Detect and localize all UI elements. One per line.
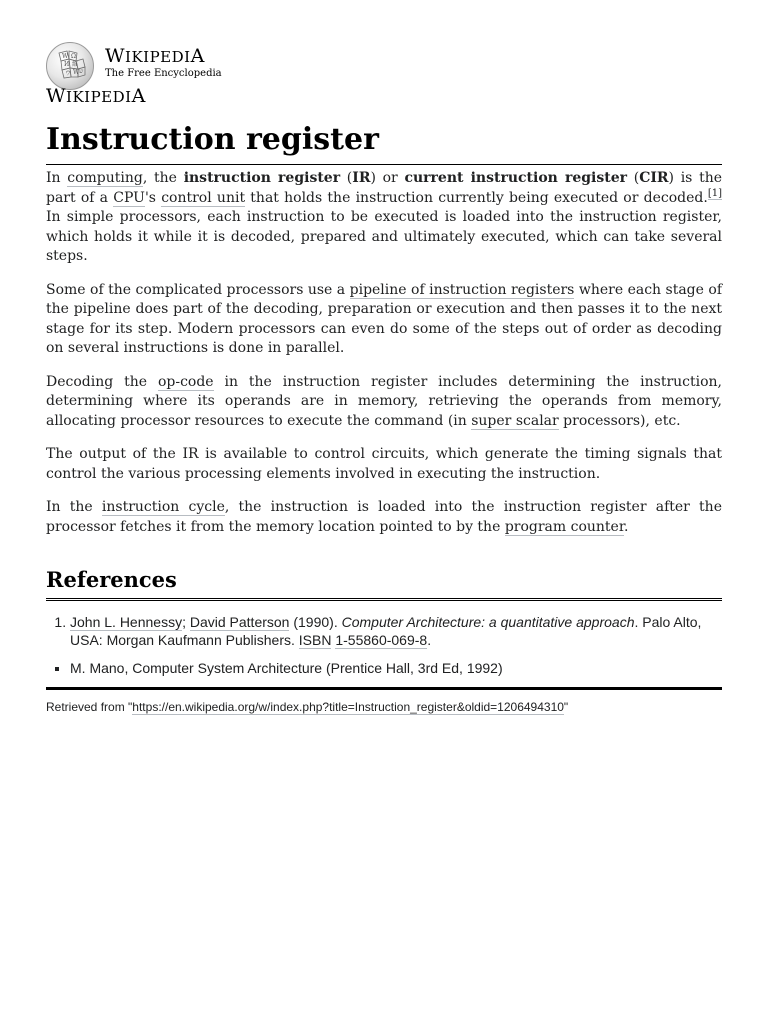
link-program-counter[interactable]: program counter	[504, 518, 624, 535]
text: where each stage of the pipeline does part of the decoding, preparation or execution and then passes it to the next stage for its step. Modern processors can even do some of the steps out of order as decoding on several instructions is done in parallel.	[46, 281, 723, 356]
text: that holds the instruction currently being executed or decoded.	[245, 189, 708, 206]
link-hennessy[interactable]: John L. Hennessy	[70, 614, 183, 630]
wordmark2-middle: IKIPEDI	[66, 88, 132, 106]
reference-item	[70, 613, 722, 649]
svg-text:ש: ש	[79, 68, 84, 75]
svg-text:W: W	[73, 69, 80, 76]
further-reading-list	[46, 659, 722, 677]
wordmark-middle: IKIPEDI	[125, 48, 191, 66]
paragraph-cycle	[46, 498, 722, 537]
bold-ir: IR	[352, 170, 371, 186]
paragraph-pipeline	[46, 281, 722, 359]
link-instruction-cycle[interactable]: instruction cycle	[101, 499, 225, 515]
page-title: Instruction register	[46, 120, 722, 165]
wordmark2-final: A	[131, 85, 146, 107]
text: In the	[46, 499, 102, 515]
link-super-scalar[interactable]: super scalar	[471, 412, 559, 429]
text: (1990).	[289, 614, 342, 630]
article-body	[46, 169, 722, 537]
citation-1	[708, 188, 722, 200]
text: Some of the complicated processors use a	[46, 281, 350, 298]
retrieved-from	[46, 699, 722, 715]
wordmark-initial: W	[105, 45, 126, 67]
reference-item: ▪ M. Mano, Computer System Architecture (Prentice Hall, 3rd Ed, 1992)	[70, 659, 722, 677]
wikipedia-globe-logo-icon[interactable]	[46, 42, 94, 90]
text: in the instruction register includes determining the instruction, determining where its operands are in memory, retrieving the operands from memory, allocating processor resources to execute the command (in	[46, 373, 723, 429]
footer-divider	[46, 687, 722, 690]
text: Decoding the	[46, 373, 158, 390]
svg-text:ウ: ウ	[65, 70, 72, 77]
paragraph-output	[46, 445, 722, 484]
link-control-unit[interactable]: control unit	[161, 189, 246, 206]
wikipedia-tagline: The Free Encyclopedia	[105, 68, 222, 79]
link-isbn[interactable]: ISBN	[298, 632, 332, 648]
reference-book-title: Computer Architecture: a quantitative approach	[341, 614, 635, 630]
text: (	[340, 170, 353, 186]
text: (	[627, 170, 640, 186]
text: .	[427, 632, 432, 648]
text: ;	[182, 614, 190, 630]
text: ) is the part of a	[46, 170, 723, 206]
references-list	[46, 613, 722, 649]
link-pipeline[interactable]: pipeline of instruction registers	[349, 281, 575, 298]
paragraph-intro	[46, 169, 722, 267]
bold-instruction-register: instruction register	[183, 170, 341, 186]
site-header	[46, 40, 722, 108]
text: 's	[144, 189, 162, 206]
paragraph-decoding	[46, 373, 722, 432]
text: , the instruction is loaded into the instruction register after the processor fetches it from the memory location pointed to by the	[46, 499, 722, 535]
svg-text:W: W	[62, 53, 69, 60]
svg-text:Ω: Ω	[71, 53, 76, 60]
link-computing[interactable]: computing	[67, 170, 143, 186]
wikipedia-wordmark[interactable]	[105, 45, 205, 68]
retrieved-url-link[interactable]: https://en.wikipedia.org/w/index.php?title=Instruction_register&oldid=1206494310	[132, 700, 564, 714]
bold-cir: CIR	[639, 170, 669, 186]
bold-current-instruction-register: current instruction register	[404, 170, 628, 186]
references-heading: References	[46, 565, 722, 601]
text: ) or	[370, 170, 405, 186]
link-op-code[interactable]: op-code	[157, 373, 214, 390]
svg-text:維: 維	[72, 61, 79, 68]
text: . Palo Alto, USA: Morgan Kaufmann Publishers.	[70, 614, 702, 648]
text: The output of the IR is available to control circuits, which generate the timing signals that control the various processing elements involved in executing the instruction.	[46, 446, 722, 482]
link-cpu[interactable]: CPU	[113, 189, 145, 206]
link-patterson[interactable]: David Patterson	[189, 614, 290, 630]
text: In	[46, 170, 68, 186]
text: , the	[142, 170, 184, 186]
text: In simple processors, each instruction to be executed is loaded into the instruction register, which holds it while it is decoded, prepared and ultimately executed, which can take several steps.	[46, 209, 722, 264]
wikipedia-wordmark-secondary	[46, 85, 146, 108]
wordmark-final: A	[190, 45, 205, 67]
references-section	[46, 613, 722, 677]
link-isbn-value[interactable]: 1-55860-069-8	[335, 632, 428, 648]
citation-1-link[interactable]: [1]	[707, 187, 723, 199]
page	[46, 40, 722, 715]
text: "	[563, 700, 569, 714]
text: Retrieved from "	[46, 700, 133, 714]
text: processors), etc.	[558, 412, 681, 429]
svg-text:И: И	[64, 61, 70, 68]
wordmark2-initial: W	[46, 85, 67, 107]
text: .	[624, 518, 629, 535]
